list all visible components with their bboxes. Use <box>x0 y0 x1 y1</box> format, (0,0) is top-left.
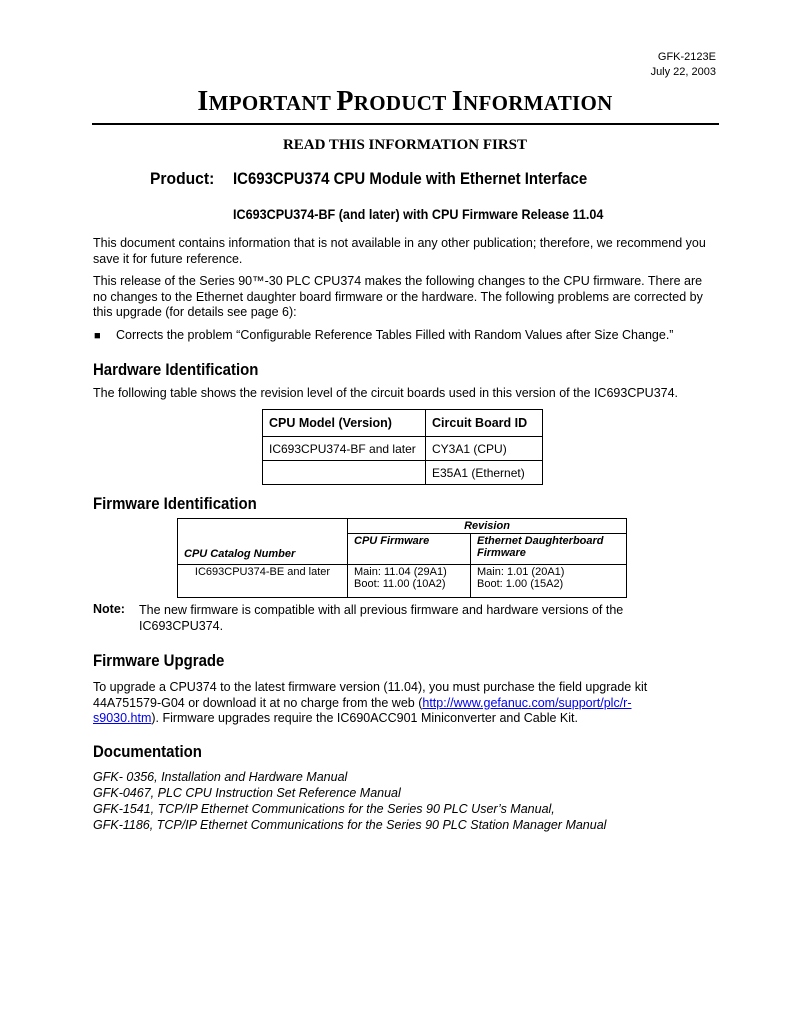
page-title <box>92 86 718 118</box>
read-first-heading: READ THIS INFORMATION FIRST <box>282 137 528 153</box>
document-number: GFK-2123E <box>657 51 716 63</box>
bullet-square-icon: ■ <box>94 330 101 342</box>
title-word2-rest: RODUCT <box>353 91 447 115</box>
bullet-item: Corrects the problem “Configurable Reference Tables Filled with Random Values after Size Change.” <box>116 328 674 342</box>
col-circuit-board: Circuit Board ID <box>426 410 543 437</box>
title-word1-rest: MPORTANT <box>208 91 331 115</box>
list-item: GFK- 0356, Installation and Hardware Manual <box>93 770 348 784</box>
hardware-table-header <box>263 410 543 437</box>
intro-paragraph-2: This release of the Series 90™-30 PLC CPU374 makes the following changes to the CPU firmware. There are no changes to the Ethernet daughter board firmware or the hardware. The following problems are corrected by this upgrade (for details see page 6): <box>93 274 703 319</box>
table-cell: E35A1 (Ethernet) <box>426 461 543 485</box>
cpu-boot-version: Boot: 11.00 (10A2) <box>354 578 446 590</box>
firmware-table <box>177 518 627 598</box>
product-subtitle: IC693CPU374-BF (and later) with CPU Firmware Release 11.04 <box>233 206 604 222</box>
list-item: GFK-1541, TCP/IP Ethernet Communications for the Series 90 PLC User’s Manual, <box>93 802 555 816</box>
table-row <box>178 519 627 534</box>
col-ethernet-firmware: Ethernet Daughterboard Firmware <box>471 534 627 565</box>
title-divider <box>92 123 719 125</box>
hardware-description: The following table shows the revision level of the circuit boards used in this version of the IC693CPU374. <box>93 386 679 400</box>
list-item: GFK-0467, PLC CPU Instruction Set Reference Manual <box>93 786 401 800</box>
title-word3-initial: I <box>451 86 463 117</box>
product-name: IC693CPU374 CPU Module with Ethernet Interface <box>233 169 588 188</box>
table-row <box>178 565 627 598</box>
table-cell <box>348 565 471 598</box>
documentation-list <box>93 769 606 833</box>
upgrade-link[interactable]: http://www.gefanuc.com/support/plc/r-s9030.htm <box>93 695 632 725</box>
table-row <box>263 461 543 485</box>
col-cpu-firmware: CPU Firmware <box>348 534 471 565</box>
product-label: Product: <box>150 169 215 188</box>
col-catalog-number: CPU Catalog Number <box>178 519 348 565</box>
firmware-heading: Firmware Identification <box>93 494 257 513</box>
table-cell <box>263 461 426 485</box>
note-label: Note: <box>93 602 125 616</box>
list-item: GFK-1186, TCP/IP Ethernet Communications for the Series 90 PLC Station Manager Manual <box>93 818 607 832</box>
ethernet-boot-version: Boot: 1.00 (15A2) <box>477 578 564 590</box>
table-cell: IC693CPU374-BF and later <box>263 437 426 461</box>
documentation-heading: Documentation <box>93 742 202 761</box>
note-text: The new firmware is compatible with all previous firmware and hardware versions of the IC693CPU374. <box>139 603 624 633</box>
title-word2-initial: P <box>336 86 354 117</box>
title-word3-rest: NFORMATION <box>462 91 613 115</box>
upgrade-heading: Firmware Upgrade <box>93 651 225 670</box>
table-cell <box>471 565 627 598</box>
intro-paragraph-1: This document contains information that is not available in any other publication; therefore, we recommend you save it for future reference. <box>93 236 706 266</box>
document-date: July 22, 2003 <box>650 66 716 78</box>
table-row <box>263 437 543 461</box>
title-word1-initial: I <box>197 86 209 117</box>
upgrade-text-before: To upgrade a CPU374 to the latest firmware version (11.04), you must purchase the field upgrade kit 44A751579-G04 or download it at no charge from the web ( <box>93 680 648 710</box>
upgrade-text <box>93 680 683 727</box>
hardware-table <box>262 409 543 485</box>
cpu-main-version: Main: 11.04 (29A1) <box>354 566 447 578</box>
col-cpu-model: CPU Model (Version) <box>263 410 426 437</box>
table-cell: IC693CPU374-BE and later <box>178 565 348 598</box>
revision-header: Revision <box>348 519 627 534</box>
upgrade-text-after: ). Firmware upgrades require the IC690ACC901 Miniconverter and Cable Kit. <box>151 711 578 725</box>
table-cell: CY3A1 (CPU) <box>426 437 543 461</box>
ethernet-main-version: Main: 1.01 (20A1) <box>477 566 565 578</box>
hardware-heading: Hardware Identification <box>93 360 259 379</box>
